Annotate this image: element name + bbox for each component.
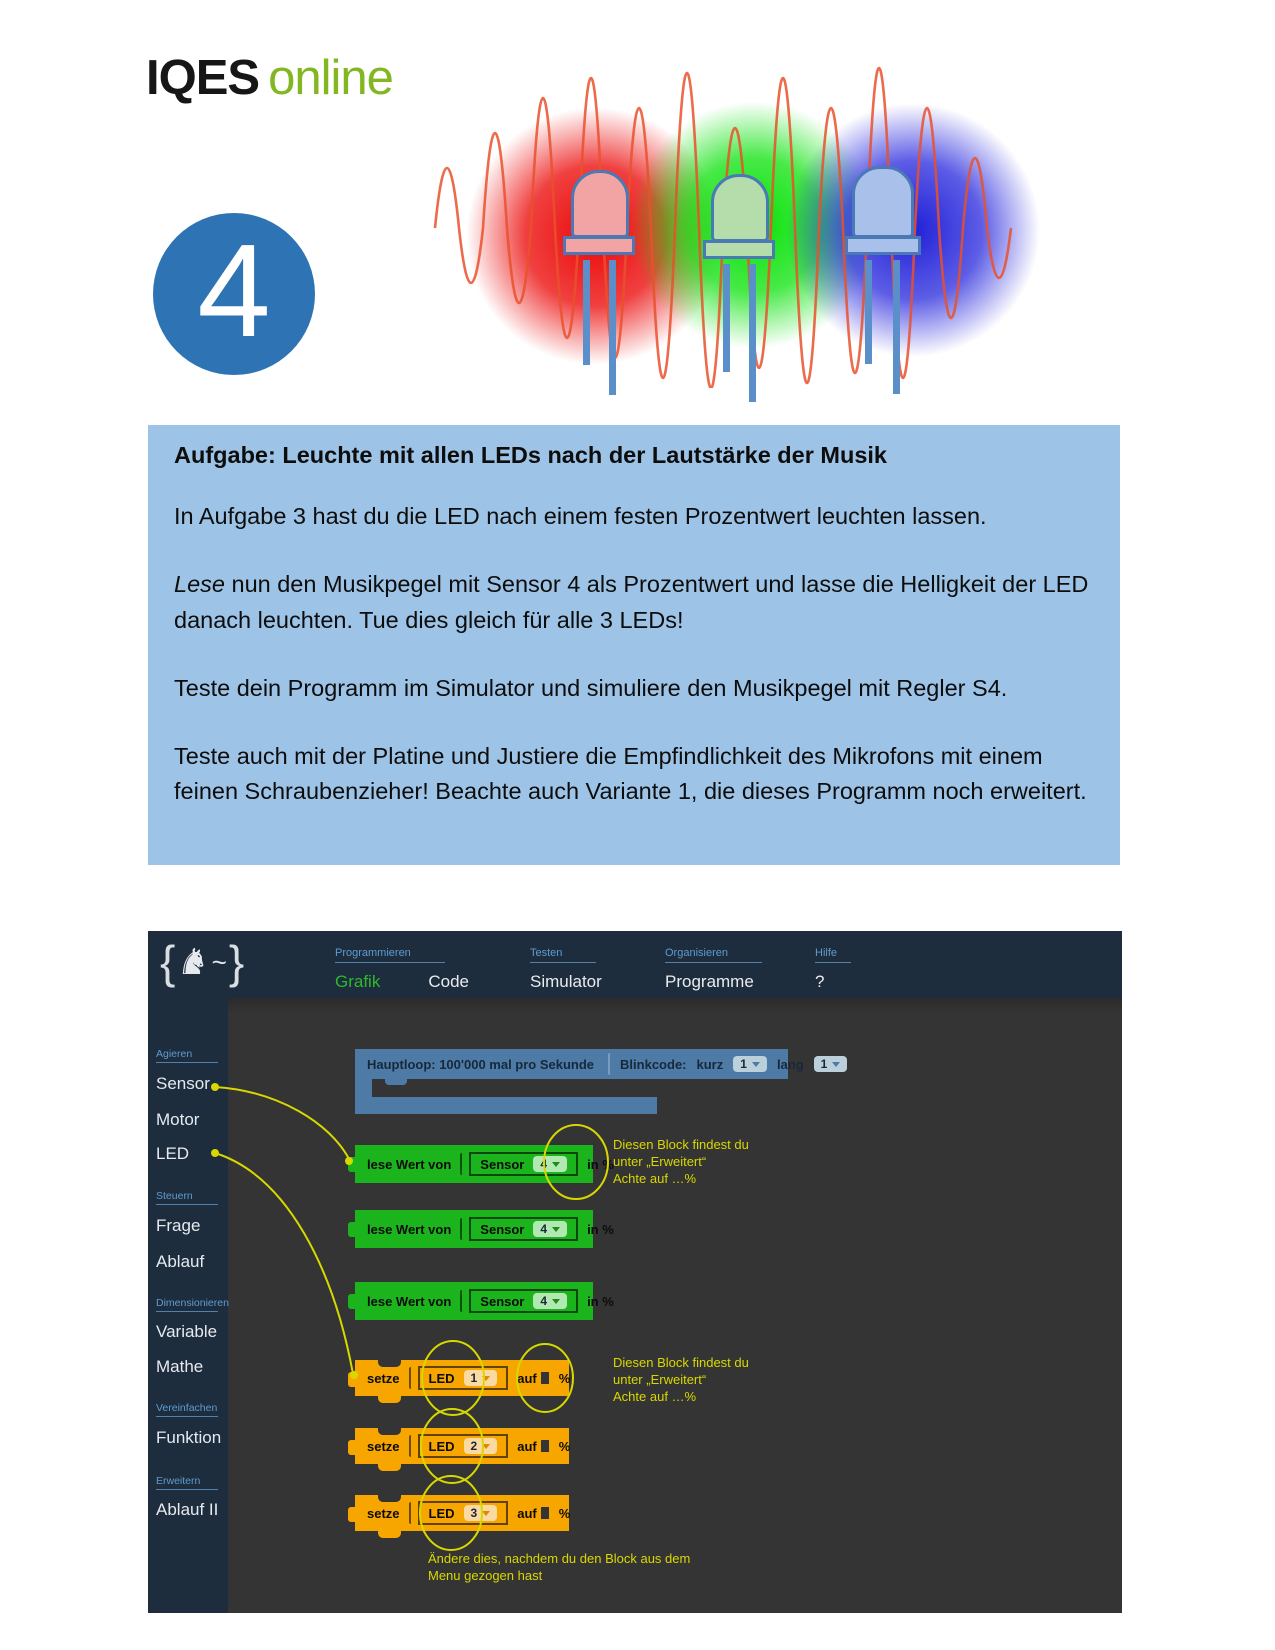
menu-group-testen <box>530 943 602 992</box>
palette-section-dimensionieren: Dimensionieren <box>156 1297 218 1312</box>
sensor-read-block-3[interactable] <box>355 1282 614 1320</box>
led-dome <box>852 166 914 238</box>
task-paragraph-3: Teste dein Programm im Simulator und simuliere den Musikpegel mit Regler S4. <box>174 674 1008 701</box>
note-line: unter „Erweitert“ <box>613 1371 707 1387</box>
app-header <box>148 931 1122 998</box>
tab-simulator[interactable]: Simulator <box>530 972 602 991</box>
palette-section-erweitern: Erweitern <box>156 1475 218 1490</box>
led-label: LED <box>428 1370 455 1386</box>
led-label: LED <box>428 1438 455 1454</box>
chevron-down-icon <box>482 1444 490 1449</box>
blinkcode-label: Blinkcode: <box>620 1056 687 1072</box>
led-number-dropdown[interactable] <box>464 1505 498 1521</box>
oxocard-ide-screenshot <box>148 931 1122 1613</box>
green-led-icon <box>703 174 775 259</box>
dropdown-value: 1 <box>820 1057 828 1071</box>
block-label: setze <box>367 1505 400 1521</box>
led-flange <box>845 236 921 255</box>
sensor-number-dropdown[interactable] <box>533 1156 567 1172</box>
led-number-dropdown[interactable] <box>464 1370 498 1386</box>
led-block-note <box>613 1355 749 1406</box>
block-unit-label: in % <box>587 1221 614 1237</box>
socket-icon <box>409 1435 411 1457</box>
block-label: setze <box>367 1370 400 1386</box>
sensor-number-dropdown[interactable] <box>533 1221 567 1237</box>
dropdown-value: 4 <box>540 1294 548 1308</box>
dropdown-value: 3 <box>470 1506 478 1520</box>
block-tab <box>378 1395 401 1403</box>
sidebar-item-motor[interactable]: Motor <box>156 1110 200 1129</box>
sensor-read-block-1[interactable] <box>355 1145 614 1183</box>
menu-category: Hilfe <box>815 947 851 963</box>
task-paragraph-4: Teste auch mit der Platine und Justiere die Empfindlichkeit des Mikrofons mit einem feinen Schraubenzieher! Beachte auch Variante 1, die dieses Programm noch erweitert. <box>174 743 1087 805</box>
note-line: Diesen Block findest du <box>613 1355 749 1370</box>
sidebar-item-frage[interactable]: Frage <box>156 1216 201 1235</box>
block-label: lese Wert von <box>367 1156 452 1172</box>
led-leg <box>723 264 730 372</box>
sensor-pointer-line <box>215 1087 349 1159</box>
iqes-online-logo <box>146 50 393 106</box>
tab-help[interactable]: ? <box>815 972 825 991</box>
red-led-icon <box>563 170 635 255</box>
tab-programme[interactable]: Programme <box>665 972 754 991</box>
sensor-selector <box>469 1289 578 1313</box>
block-unit-label: in % <box>587 1156 614 1172</box>
chevron-down-icon <box>752 1062 760 1067</box>
sensor-block-note <box>613 1137 749 1188</box>
logo-text-iqes: IQES <box>146 51 260 105</box>
block-notch <box>378 1428 401 1435</box>
horse-logo-icon <box>160 936 245 988</box>
block-unit-label: % <box>558 1370 571 1386</box>
led-selector <box>418 1366 509 1390</box>
hauptloop-inner-notch <box>385 1078 407 1085</box>
chevron-down-icon <box>832 1062 840 1067</box>
dropdown-value: 4 <box>540 1222 548 1236</box>
menu-group-programmieren <box>335 943 469 992</box>
sensor-number-dropdown[interactable] <box>533 1293 567 1309</box>
kurz-dropdown[interactable] <box>733 1056 767 1072</box>
block-notch <box>378 1495 401 1502</box>
lang-label: lang <box>776 1056 804 1072</box>
led-set-block-2[interactable] <box>355 1428 569 1464</box>
block-unit-label: in % <box>587 1293 614 1309</box>
brace-right: } <box>228 936 245 988</box>
connector-icon <box>608 1053 610 1075</box>
block-label: lese Wert von <box>367 1221 452 1237</box>
socket-icon <box>460 1290 462 1312</box>
chevron-down-icon <box>482 1376 490 1381</box>
block-notch <box>378 1360 401 1367</box>
block-label: lese Wert von <box>367 1293 452 1309</box>
block-mid-label: auf <box>517 1505 537 1521</box>
menu-category: Programmieren <box>335 947 445 963</box>
chevron-down-icon <box>482 1511 490 1516</box>
dropdown-value: 1 <box>470 1371 478 1385</box>
sensor-label: Sensor <box>480 1221 525 1237</box>
led-set-block-3[interactable] <box>355 1495 569 1531</box>
sidebar-item-sensor[interactable]: Sensor <box>156 1074 210 1093</box>
menu-group-hilfe <box>815 943 851 992</box>
annotation-overlay <box>148 931 1122 1613</box>
note-line: Diesen Block findest du <box>613 1137 749 1152</box>
led-leg <box>893 260 900 394</box>
led-leg <box>609 260 616 395</box>
tab-code[interactable]: Code <box>428 972 469 991</box>
sidebar-item-variable[interactable]: Variable <box>156 1322 218 1341</box>
socket-icon <box>409 1367 411 1389</box>
sensor-label: Sensor <box>480 1156 525 1172</box>
led-leg <box>865 260 872 364</box>
menu-category: Testen <box>530 947 596 963</box>
note-line: unter „Erweitert“ <box>613 1153 707 1169</box>
lang-dropdown[interactable] <box>814 1056 848 1072</box>
sensor-read-block-2[interactable] <box>355 1210 614 1248</box>
socket-icon <box>460 1153 462 1175</box>
block-mid-label: auf <box>517 1438 537 1454</box>
led-set-block-1[interactable] <box>355 1360 569 1396</box>
kurz-label: kurz <box>696 1056 724 1072</box>
sidebar-item-ablauf-ii[interactable]: Ablauf II <box>156 1500 219 1519</box>
hauptloop-bottom <box>355 1097 657 1114</box>
task-paragraph-2-lead: Lese <box>174 571 225 598</box>
dropdown-value: 1 <box>740 1057 747 1071</box>
menu-category: Organisieren <box>665 947 762 963</box>
dropdown-value: 2 <box>470 1439 478 1453</box>
sensor-selector <box>469 1152 578 1176</box>
task-paragraph-1: In Aufgabe 3 hast du die LED nach einem festen Prozentwert leuchten lassen. <box>174 503 987 529</box>
note-line: Achte auf …% <box>613 1388 697 1404</box>
led-selector <box>418 1434 509 1458</box>
led-artwork <box>433 58 1017 388</box>
led-dome <box>571 170 629 238</box>
dropdown-value: 4 <box>540 1157 548 1171</box>
block-label: setze <box>367 1438 400 1454</box>
sensor-selector <box>469 1217 578 1241</box>
led-flange <box>703 240 775 259</box>
led-label: LED <box>428 1505 455 1521</box>
led-pointer-line <box>215 1153 353 1374</box>
palette-section-steuern: Steuern <box>156 1190 218 1205</box>
chevron-down-icon <box>552 1299 560 1304</box>
block-mid-label: auf <box>517 1370 537 1386</box>
block-tab <box>378 1463 401 1471</box>
block-unit-label: % <box>558 1438 571 1454</box>
hauptloop-block[interactable] <box>355 1049 828 1079</box>
palette-section-vereinfachen: Vereinfachen <box>156 1402 218 1417</box>
block-unit-label: % <box>558 1505 571 1521</box>
led-dome <box>711 174 769 242</box>
tab-grafik[interactable]: Grafik <box>335 972 381 991</box>
brace-left: { <box>160 936 176 988</box>
task-number: 4 <box>197 217 271 364</box>
sidebar-item-led[interactable]: LED <box>156 1144 190 1163</box>
task-description-box <box>148 425 1120 865</box>
blue-led-icon <box>845 166 921 255</box>
led-selector <box>418 1501 509 1525</box>
block-tab <box>378 1530 401 1538</box>
task-paragraph-2-rest: nun den Musikpegel mit Sensor 4 als Prozentwert und lasse die Helligkeit der LED danach leuchten. Tue dies gleich für alle 3 LEDs! <box>174 571 1089 633</box>
logo-text-online: online <box>268 51 393 105</box>
canvas-shade <box>228 998 1122 1014</box>
note-line: Achte auf …% <box>613 1170 697 1186</box>
task-title: Aufgabe: Leuchte mit allen LEDs nach der Lautstärke der Musik <box>174 442 887 468</box>
sidebar-item-ablauf[interactable]: Ablauf <box>156 1252 205 1271</box>
palette-section-agieren: Agieren <box>156 1048 218 1063</box>
sidebar-item-mathe[interactable]: Mathe <box>156 1357 204 1376</box>
led-number-dropdown[interactable] <box>464 1438 498 1454</box>
task-paragraph-2 <box>174 567 1094 638</box>
bottom-note <box>428 1551 690 1585</box>
led-leg <box>749 264 756 402</box>
led-leg <box>583 260 590 365</box>
chevron-down-icon <box>552 1162 560 1167</box>
block-palette-sidebar <box>148 998 228 1613</box>
socket-icon <box>409 1502 411 1524</box>
socket-icon <box>460 1218 462 1240</box>
logo-tilde: ~ <box>211 946 227 977</box>
task-number-badge <box>153 213 315 375</box>
sensor-label: Sensor <box>480 1293 525 1309</box>
horse-icon: ♞ <box>177 941 210 982</box>
note-line: Menu gezogen hast <box>428 1567 543 1583</box>
menu-group-organisieren <box>665 943 762 992</box>
chevron-down-icon <box>552 1227 560 1232</box>
hauptloop-label: Hauptloop: 100'000 mal pro Sekunde <box>367 1056 595 1072</box>
led-flange <box>563 236 635 255</box>
sidebar-item-funktion[interactable]: Funktion <box>156 1428 222 1447</box>
note-line: Ändere dies, nachdem du den Block aus dem <box>428 1551 691 1566</box>
